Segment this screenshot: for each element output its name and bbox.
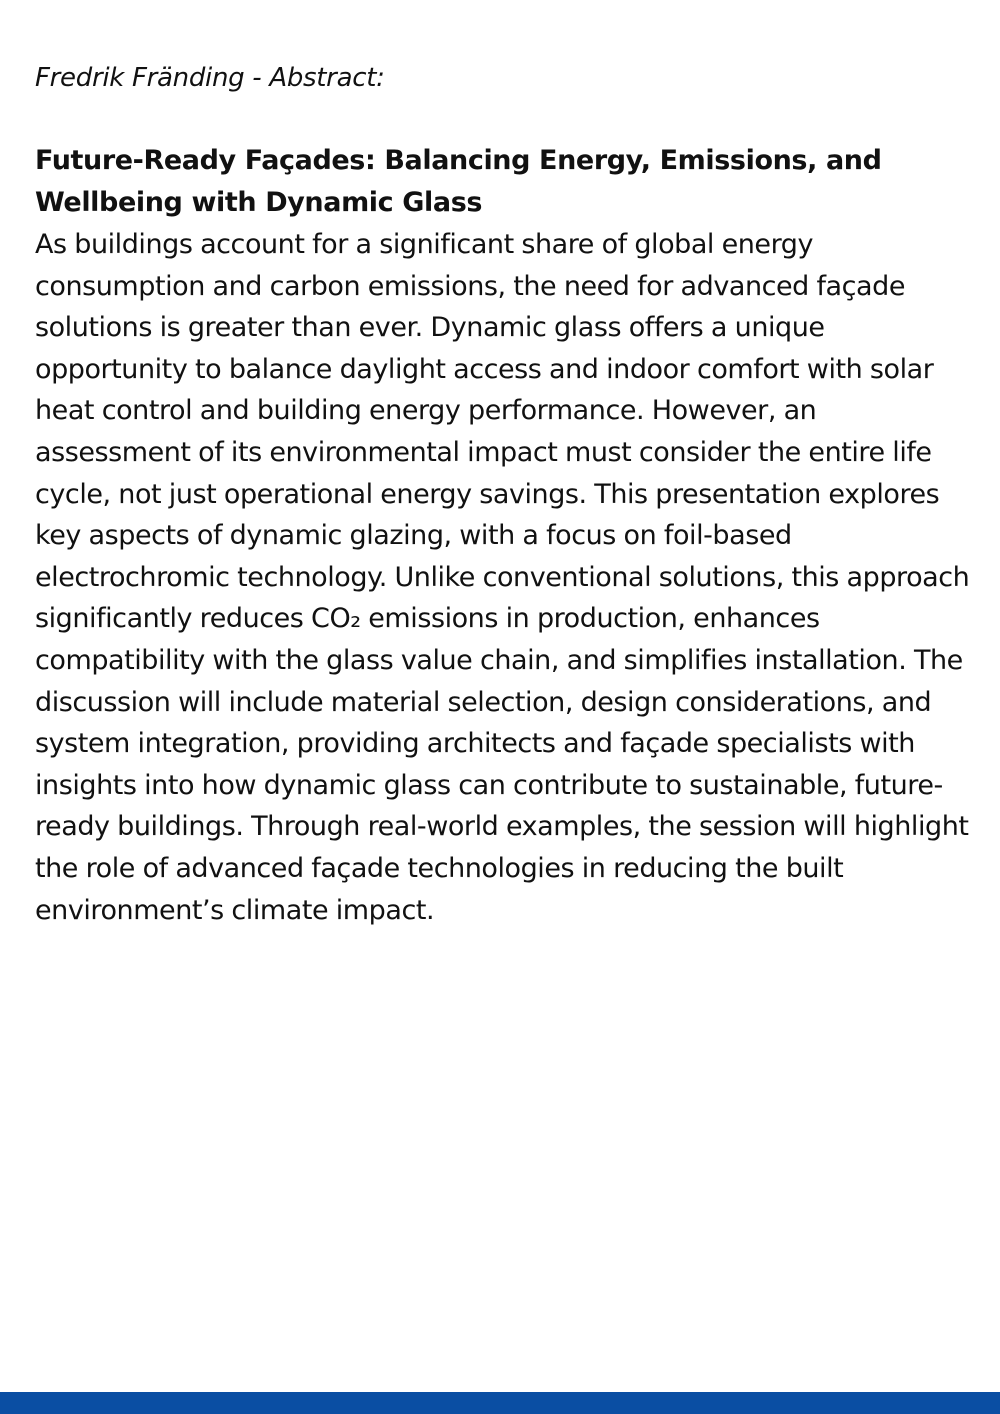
footer-bar — [0, 1392, 1000, 1414]
abstract-page — [35, 58, 970, 931]
abstract-title: Future-Ready Façades: Balancing Energy, Emissions, and Wellbeing with Dynamic Glass — [35, 145, 882, 218]
abstract-body: As buildings account for a significant share of global energy consumption and carbon emissions, the need for advanced façade solutions is greater than ever. Dynamic glass offers a unique opportunity to balance daylight access and indoor comfort with solar heat control and building energy performance. However, an assessment of its environmental impact must consider the entire life cycle, not just operational energy savings. This presentation explores key aspects of dynamic glazing, with a focus on foil-based electrochromic technology. Unlike conventional solutions, this approach significantly reduces CO₂ emissions in production, enhances compatibility with the glass value chain, and simplifies installation. The discussion will include material selection, design considerations, and system integration, providing architects and façade specialists with insights into how dynamic glass can contribute to sustainable, future-ready buildings. Through real-world examples, the session will highlight the role of advanced façade technologies in reducing the built environment’s climate impact. — [35, 229, 970, 926]
author-line: Fredrik Fränding - Abstract: — [35, 63, 385, 93]
